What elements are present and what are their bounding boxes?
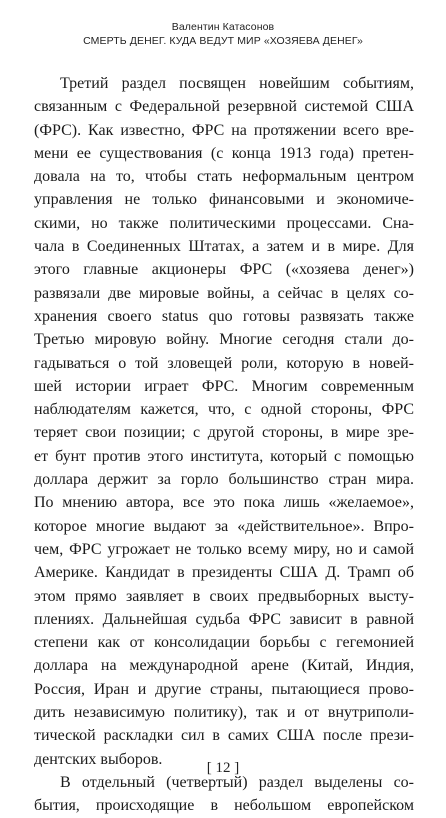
page-number: [ 12 ] xyxy=(206,760,240,776)
paragraph-2 xyxy=(34,771,414,818)
paragraph-1 xyxy=(34,72,414,771)
text-line: доллара на международной арене (Китай, Индия, xyxy=(34,657,414,675)
text-line: гадываться о той зловещей роли, которую в новей- xyxy=(34,354,414,372)
text-line: хранения своего status quo готовы развязать также xyxy=(34,307,414,325)
text-line: дить независимую политику), так и от внутриполи- xyxy=(34,704,414,722)
running-header xyxy=(0,20,446,48)
text-line: дентских выборов. xyxy=(34,750,163,768)
text-line: развязали две мировые войны, а сейчас в целях со- xyxy=(34,284,414,302)
text-line: чала в Соединенных Штатах, а затем и в мире. Для xyxy=(34,238,414,256)
text-line: Третью мировую войну. Многие сегодня стали до- xyxy=(34,331,414,349)
text-line: управления не только финансовыми и экономиче- xyxy=(34,191,414,209)
text-line: шей истории играет ФРС. Многим современным xyxy=(34,377,414,395)
text-line: Америке. Кандидат в президенты США Д. Трамп об xyxy=(34,564,414,582)
text-line: этого главные акционеры ФРС («хозяева денег») xyxy=(34,261,414,279)
text-line: (ФРС). Как известно, ФРС на протяжении всего вре- xyxy=(34,121,414,139)
text-line: которое многие выдают за «действительное». Впро- xyxy=(34,517,414,535)
text-line: По мнению автора, все это пока лишь «желаемое», xyxy=(34,494,414,512)
text-line: этом прямо заявляет в своих предвыборных высту- xyxy=(34,587,414,605)
text-line: В отдельный (четвертый) раздел выделены со- xyxy=(60,773,414,791)
text-line: ет бунт против этого института, который с помощью xyxy=(34,447,414,465)
header-book-title: СМЕРТЬ ДЕНЕГ. КУДА ВЕДУТ МИР «ХОЗЯЕВА ДЕНЕГ» xyxy=(83,35,363,47)
text-line: доллара держит за горло большинство стран мира. xyxy=(34,471,414,489)
text-line: чем, ФРС угрожает не только всему миру, но и самой xyxy=(34,540,414,558)
body-text xyxy=(34,72,414,818)
text-line: довала на то, чтобы стать неформальным центром xyxy=(34,168,414,186)
text-line: тической раскладки сил в самих США после прези- xyxy=(34,727,414,745)
text-line: Третий раздел посвящен новейшим событиям, xyxy=(60,75,414,92)
text-line: связанным с Федеральной резервной системой США xyxy=(34,98,414,116)
text-line: бытия, происходящие в небольшом европейском xyxy=(34,797,414,815)
text-line: плениях. Дальнейшая судьба ФРС зависит в равной xyxy=(34,610,414,628)
text-line: скими, но также политическими процессами. Сна- xyxy=(34,214,414,232)
text-line: Россия, Иран и другие страны, пытающиеся прово- xyxy=(34,680,414,698)
text-line: наблюдателям кажется, что, с одной стороны, ФРС xyxy=(34,401,414,419)
text-line: степени как от консолидации борьбы с гегемонией xyxy=(34,634,414,652)
text-line: мени ее существования (с конца 1913 года) претен- xyxy=(34,144,414,162)
header-author: Валентин Катасонов xyxy=(171,21,275,33)
text-line: теряет свои позиции; с другой стороны, в мире зре- xyxy=(34,424,414,442)
